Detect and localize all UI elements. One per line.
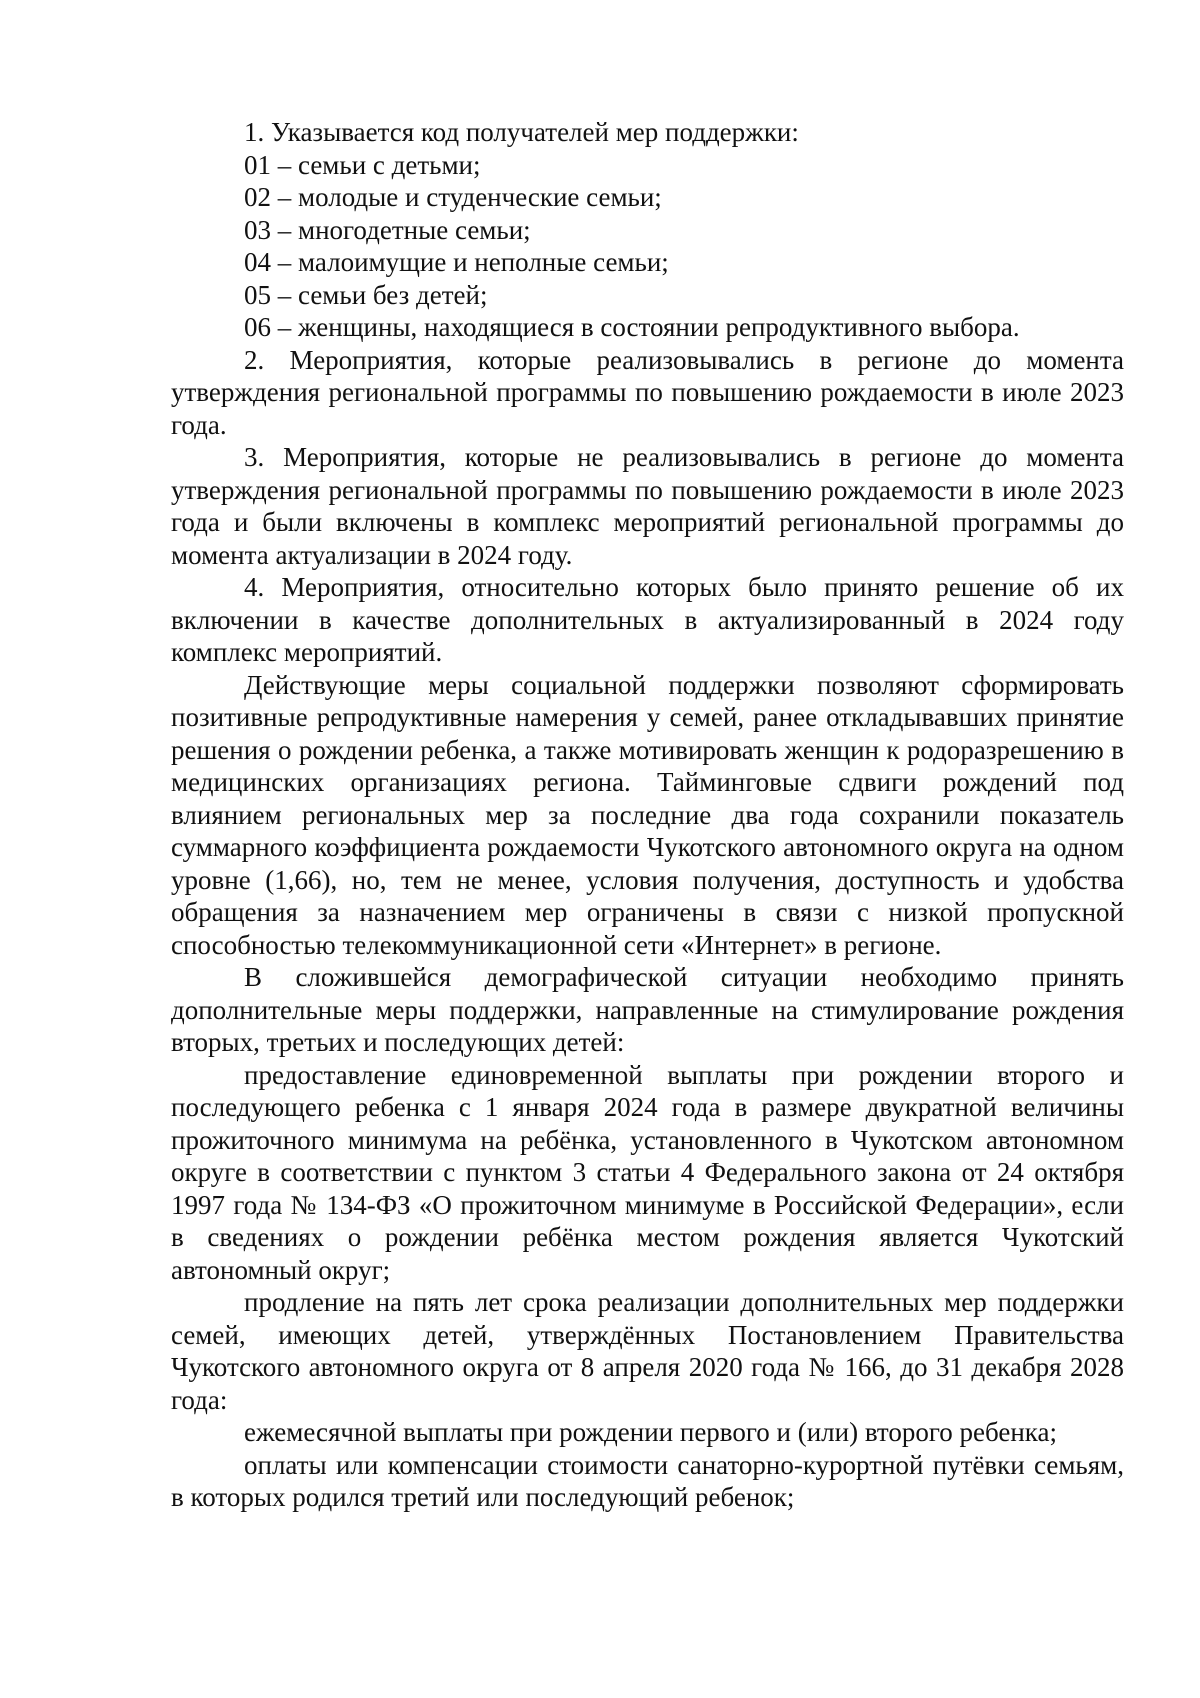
- current-measures-paragraph: Действующие меры социальной поддержки позволяют сформировать позитивные репродуктивные намерения у семей, ранее откладывавших принятие решения о рождении ребенка, а также мотивировать женщин к родоразрешению в медицинских организациях региона. Тайминговые сдвиги рождений под влиянием региональных мер за последние два года сохранили показатель суммарного коэффициента рождаемости Чукотского автономного округа на одном уровне (1,66), но, тем не менее, условия получения, доступность и удобства обращения за назначением мер ограничены в связи с низкой пропускной способностью телекоммуникационной сети «Интернет» в регионе.: [171, 669, 1124, 960]
- document-body: [171, 116, 1124, 1514]
- list-item-02: 02 – молодые и студенческие семьи;: [244, 182, 662, 212]
- list-item-03: 03 – многодетные семьи;: [244, 214, 531, 245]
- list-item-01: 01 – семьи с детьми;: [244, 149, 481, 180]
- demographic-situation-paragraph: В сложившейся демографической ситуации необходимо принять дополнительные меры поддержки, направленные на стимулирование рождения вторых, третьих и последующих детей:: [171, 962, 1124, 1057]
- sanatorium-voucher-paragraph: оплаты или компенсации стоимости санаторно-курортной путёвки семьям, в которых родился третий или последующий ребенок;: [171, 1449, 1124, 1512]
- list-item-05: 05 – семьи без детей;: [244, 279, 488, 310]
- note-3-paragraph: 3. Мероприятия, которые не реализовывались в регионе до момента утверждения региональной программы по повышению рождаемости в июле 2023 года и были включены в комплекс мероприятий региональной программы до момента актуализации в 2024 году.: [171, 442, 1124, 570]
- lump-sum-payment-paragraph: предоставление единовременной выплаты при рождении второго и последующего ребенка с 1 января 2024 года в размере двукратной величины прожиточного минимума на ребёнка, установленного в Чукотском автономном округе в соответствии с пунктом 3 статьи 4 Федерального закона от 24 октября 1997 года № 134-ФЗ «О прожиточном минимуме в Российской Федерации», если в сведениях о рождении ребёнка местом рождения является Чукотский автономный округ;: [171, 1059, 1124, 1285]
- list-item-06: 06 – женщины, находящиеся в состоянии репродуктивного выбора.: [244, 312, 1020, 342]
- list-intro: 1. Указывается код получателей мер поддержки:: [244, 117, 799, 147]
- list-item-04: 04 – малоимущие и неполные семьи;: [244, 247, 669, 277]
- note-4-paragraph: 4. Мероприятия, относительно которых было принято решение об их включении в качестве дополнительных в актуализированный в 2024 году комплекс мероприятий.: [171, 572, 1124, 667]
- monthly-payment-paragraph: ежемесячной выплаты при рождении первого и (или) второго ребенка;: [244, 1417, 1057, 1447]
- note-2-paragraph: 2. Мероприятия, которые реализовывались в регионе до момента утверждения региональной программы по повышению рождаемости в июле 2023 года.: [171, 344, 1124, 440]
- extension-paragraph: продление на пять лет срока реализации дополнительных мер поддержки семей, имеющих детей, утверждённых Постановлением Правительства Чукотского автономного округа от 8 апреля 2020 года № 166, до 31 декабря 2028 года:: [171, 1287, 1124, 1415]
